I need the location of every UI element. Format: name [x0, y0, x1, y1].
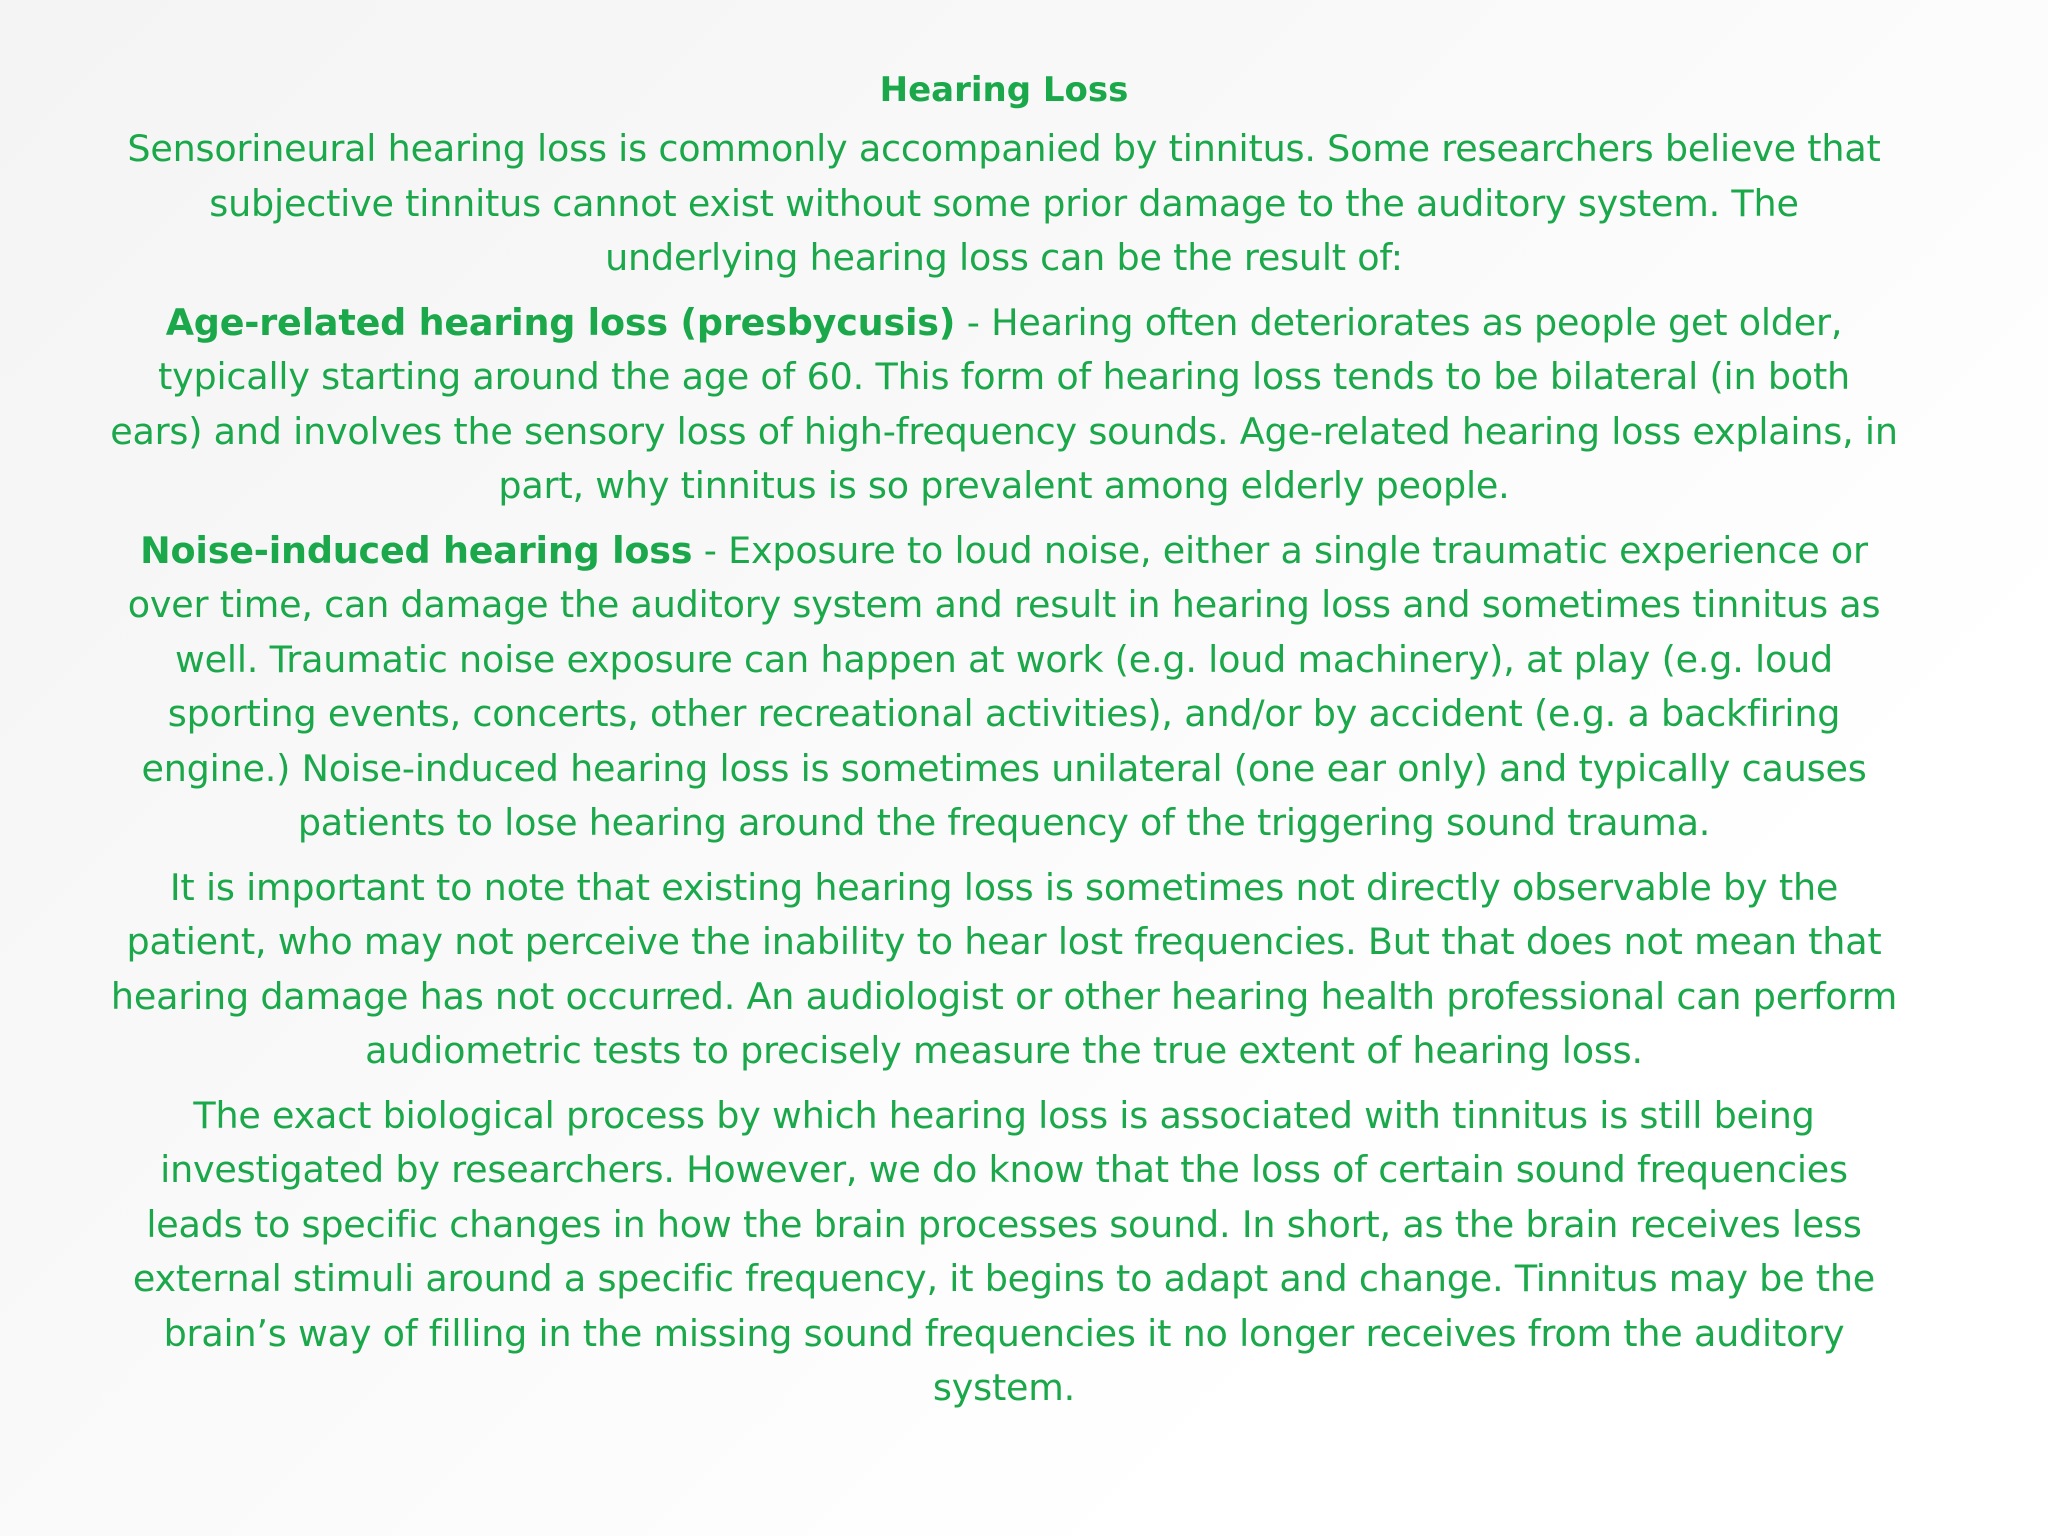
document-body: [110, 62, 1898, 1426]
intro-paragraph: Sensorineural hearing loss is commonly accompanied by tinnitus. Some researchers believe that subjective tinnitus cannot exist without some prior damage to the auditory system. The underlying hearing loss can be the result of:: [127, 127, 1881, 279]
age-related-paragraph: [110, 296, 1898, 514]
document-title: Hearing Loss: [879, 70, 1129, 110]
important-note-paragraph: It is important to note that existing hearing loss is sometimes not directly observable by the patient, who may not perceive the inability to hear lost frequencies. But that does not mean that hearing damage has not occurred. An audiologist or other hearing health professional can perform audiometric tests to precisely measure the true extent of hearing loss.: [110, 865, 1898, 1072]
noise-induced-term: Noise-induced hearing loss: [140, 528, 693, 572]
age-related-text: - Hearing often deteriorates as people get older, typically starting around the age of 60. This form of hearing loss tends to be bilateral (in both ears) and involves the sensory loss of high-frequency sounds. Age-related hearing loss explains, in part, why tinnitus is so prevalent among elderly people.: [110, 300, 1898, 507]
biological-process-paragraph: The exact biological process by which hearing loss is associated with tinnitus is still being investigated by researchers. However, we do know that the loss of certain sound frequencies leads to specific changes in how the brain processes sound. In short, as the brain receives less external stimuli around a specific frequency, it begins to adapt and change. Tinnitus may be the brain’s way of filling in the missing sound frequencies it no longer receives from the auditory system.: [132, 1093, 1876, 1409]
age-related-term: Age-related hearing loss (presbycusis): [165, 300, 956, 344]
noise-induced-paragraph: [110, 524, 1898, 851]
noise-induced-text: - Exposure to loud noise, either a single traumatic experience or over time, can damage the auditory system and result in hearing loss and sometimes tinnitus as well. Traumatic noise exposure can happen at work (e.g. loud machinery), at play (e.g. loud sporting events, concerts, other recreational activities), and/or by accident (e.g. a backfiring engine.) Noise-induced hearing loss is sometimes unilateral (one ear only) and typically causes patients to lose hearing around the frequency of the triggering sound trauma.: [127, 528, 1881, 844]
